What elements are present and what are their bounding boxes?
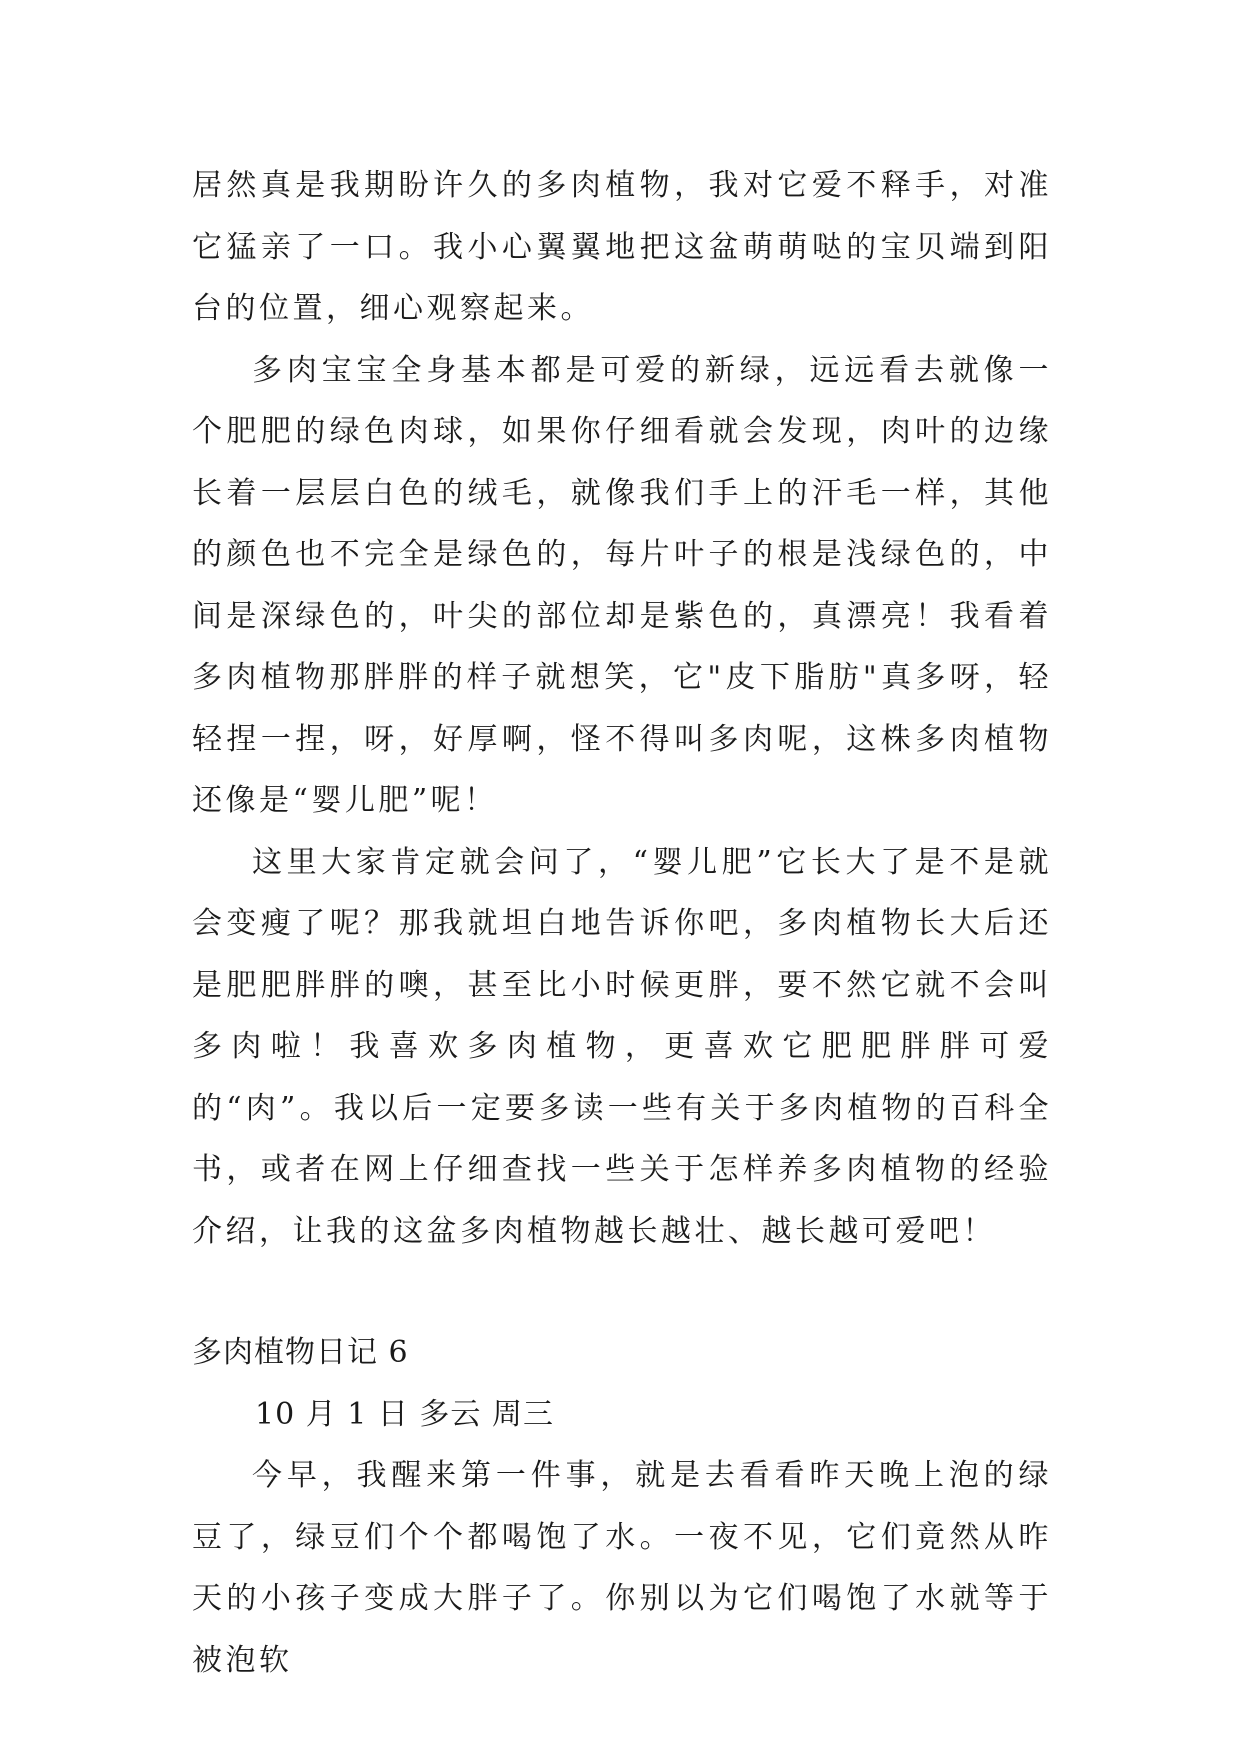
diary-entry-heading: 多肉植物日记 6: [192, 1335, 409, 1370]
paragraph-mung-beans: 今早，我醒来第一件事，就是去看看昨天晚上泡的绿豆了，绿豆们个个都喝饱了水。一夜不见，它们竟然从昨天的小孩子变成大胖子了。你别以为它们喝饱了水就等于被泡软: [192, 1458, 1052, 1678]
paragraph-continuation: 居然真是我期盼许久的多肉植物，我对它爱不释手，对准它猛亲了一口。我小心翼翼地把这盆萌萌哒的宝贝端到阳台的位置，细心观察起来。: [192, 168, 1052, 326]
paragraph-baby-fat: 这里大家肯定就会问了，“婴儿肥”它长大了是不是就会变瘦了呢？那我就坦白地告诉你吧，多肉植物长大后还是肥肥胖胖的噢，甚至比小时候更胖，要不然它就不会叫多肉啦！我喜欢多肉植物，更喜欢它肥肥胖胖可爱的“肉”。我以后一定要多读一些有关于多肉植物的百科全书，或者在网上仔细查找一些关于怎样养多肉植物的经验介绍，让我的这盆多肉植物越长越壮、越长越可爱吧！: [192, 844, 1052, 1249]
document-body: [192, 155, 1052, 1691]
paragraph-plant-description: 多肉宝宝全身基本都是可爱的新绿，远远看去就像一个肥肥的绿色肉球，如果你仔细看就会发现，肉叶的边缘长着一层层白色的绒毛，就像我们手上的汗毛一样，其他的颜色也不完全是绿色的，每片叶子的根是浅绿色的，中间是深绿色的，叶尖的部位却是紫色的，真漂亮！我看着多肉植物那胖胖的样子就想笑，它"皮下脂肪"真多呀，轻轻捏一捏，呀，好厚啊，怪不得叫多肉呢，这株多肉植物还像是“婴儿肥”呢！: [192, 352, 1052, 818]
diary-date-line: 10 月 1 日 多云 周三: [255, 1396, 554, 1432]
